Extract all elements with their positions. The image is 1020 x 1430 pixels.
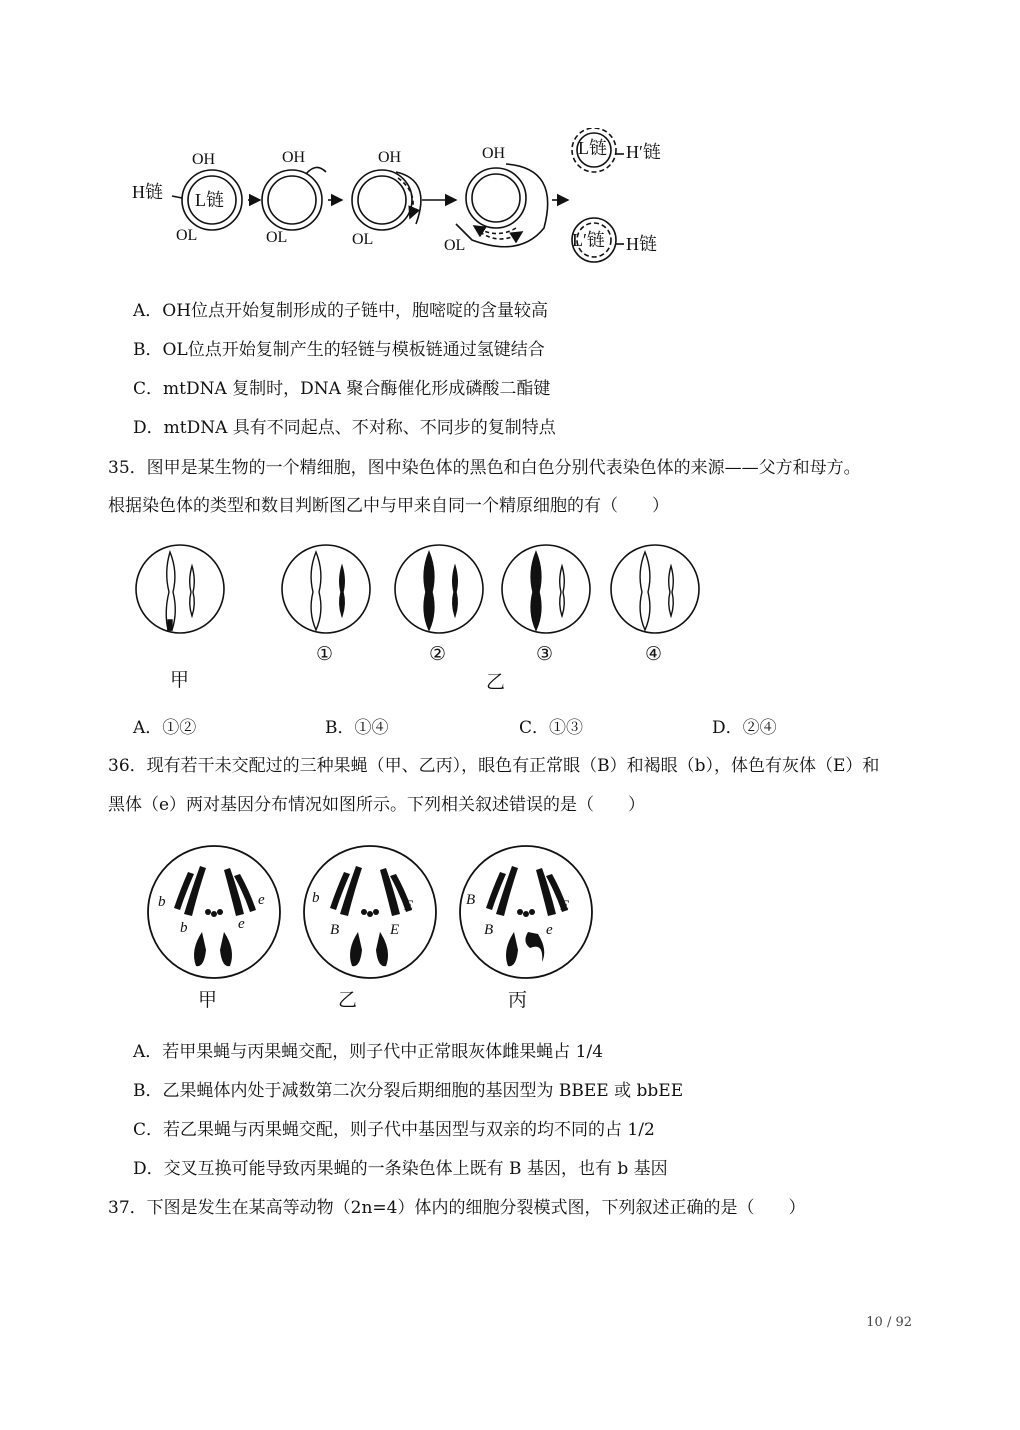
option-text: 若甲果蝇与丙果蝇交配，则子代中正常眼灰体雌果蝇占 1/4 — [162, 1042, 604, 1062]
q35-stem-line1: 35．图甲是某生物的一个精细胞，图中染色体的黑色和白色分别代表染色体的来源——父方和母方。 — [108, 458, 861, 478]
oh-label: OH — [192, 151, 216, 168]
gene-label: e — [238, 916, 245, 932]
option-key: B． — [133, 1081, 163, 1101]
option-text: 乙果蝇体内处于减数第二次分裂后期细胞的基因型为 BBEE 或 bbEE — [162, 1081, 684, 1101]
jia-label: 甲 — [170, 670, 190, 691]
option-key: A． — [133, 301, 163, 321]
gene-label: b — [180, 920, 188, 936]
option-key: B． — [325, 718, 355, 738]
q36-fruitfly-karyotype-figure — [140, 838, 600, 1018]
option-key: C． — [133, 1120, 164, 1140]
mtdna-replication-figure — [120, 128, 700, 278]
h-chain-label: H链 — [132, 182, 163, 202]
q35-option-a — [133, 716, 196, 740]
gene-label: b — [158, 894, 166, 910]
q34-option-d — [133, 416, 556, 440]
ol-label: OL — [176, 227, 198, 244]
h-chain-bottom-label: H链 — [626, 234, 657, 254]
option-text: ①④ — [354, 718, 389, 738]
option-text: OL位点开始复制产生的轻链与模板链通过氢键结合 — [162, 340, 545, 360]
l-chain-label: L链 — [195, 190, 224, 210]
q36-option-a — [133, 1040, 603, 1064]
option-key: C． — [519, 718, 550, 738]
option-text: 若乙果蝇与丙果蝇交配，则子代中基因型与双亲的均不同的占 1/2 — [163, 1120, 655, 1140]
q35-chromosome-figure — [130, 542, 710, 697]
q36-option-c — [133, 1118, 655, 1142]
circle-1-label: ① — [316, 644, 334, 665]
gene-label: E — [560, 898, 570, 914]
option-text: 交叉互换可能导致丙果蝇的一条染色体上既有 B 基因，也有 b 基因 — [163, 1159, 668, 1179]
option-text: ②④ — [742, 718, 777, 738]
ol-label: OL — [352, 231, 374, 248]
gene-label: E — [404, 898, 414, 914]
ol-label: OL — [266, 229, 288, 246]
ol-label: OL — [444, 237, 466, 254]
jia-label: 甲 — [198, 990, 218, 1011]
option-key: D． — [133, 418, 164, 438]
option-key: B． — [133, 340, 163, 360]
gene-label: b — [312, 890, 320, 906]
page-number: 10 / 92 — [866, 1315, 912, 1330]
option-text: mtDNA 复制时，DNA 聚合酶催化形成磷酸二酯键 — [163, 379, 551, 399]
option-key: C． — [133, 379, 164, 399]
oh-label: OH — [482, 145, 506, 162]
bing-label: 丙 — [508, 990, 528, 1011]
option-key: A． — [133, 1042, 163, 1062]
option-text: OH位点开始复制形成的子链中，胞嘧啶的含量较高 — [162, 301, 549, 321]
q37-stem-line1: 37．下图是发生在某高等动物（2n=4）体内的细胞分裂模式图，下列叙述正确的是（ ） — [108, 1198, 806, 1218]
h-prime-chain-label: H′链 — [626, 142, 661, 162]
yi-label: 乙 — [486, 672, 506, 693]
circle-3-label: ③ — [536, 644, 554, 665]
option-text: mtDNA 具有不同起点、不对称、不同步的复制特点 — [163, 418, 556, 438]
oh-label: OH — [282, 149, 306, 166]
option-text: ①③ — [549, 718, 584, 738]
l-prime-chain-label: L′链 — [572, 230, 605, 250]
oh-label: OH — [378, 149, 402, 166]
q34-option-a — [133, 299, 548, 323]
yi-label: 乙 — [338, 990, 358, 1011]
q35-stem-line2: 根据染色体的类型和数目判断图乙中与甲来自同一个精原细胞的有（ ） — [108, 496, 669, 516]
option-key: D． — [712, 718, 743, 738]
gene-label: e — [258, 892, 265, 908]
gene-label: B — [466, 892, 476, 908]
gene-label: B — [484, 922, 494, 938]
q36-option-b — [133, 1079, 683, 1103]
q34-option-c — [133, 377, 550, 401]
gene-label: E — [390, 922, 400, 938]
l-chain-top-label: L链 — [578, 138, 607, 158]
circle-2-label: ② — [429, 644, 447, 665]
q35-option-b — [325, 716, 389, 740]
q36-option-d — [133, 1157, 668, 1181]
q35-option-c — [519, 716, 583, 740]
q36-stem-line1: 36．现有若干未交配过的三种果蝇（甲、乙丙），眼色有正常眼（B）和褐眼（b），体色有灰体（E）和 — [108, 756, 880, 776]
q34-option-b — [133, 338, 545, 362]
q36-stem-line2: 黑体（e）两对基因分布情况如图所示。下列相关叙述错误的是（ ） — [108, 795, 646, 815]
option-key: A． — [133, 718, 163, 738]
option-key: D． — [133, 1159, 164, 1179]
circle-4-label: ④ — [645, 644, 663, 665]
option-text: ①② — [162, 718, 197, 738]
q35-option-d — [712, 716, 777, 740]
gene-label: e — [546, 922, 553, 938]
gene-label: B — [330, 922, 340, 938]
